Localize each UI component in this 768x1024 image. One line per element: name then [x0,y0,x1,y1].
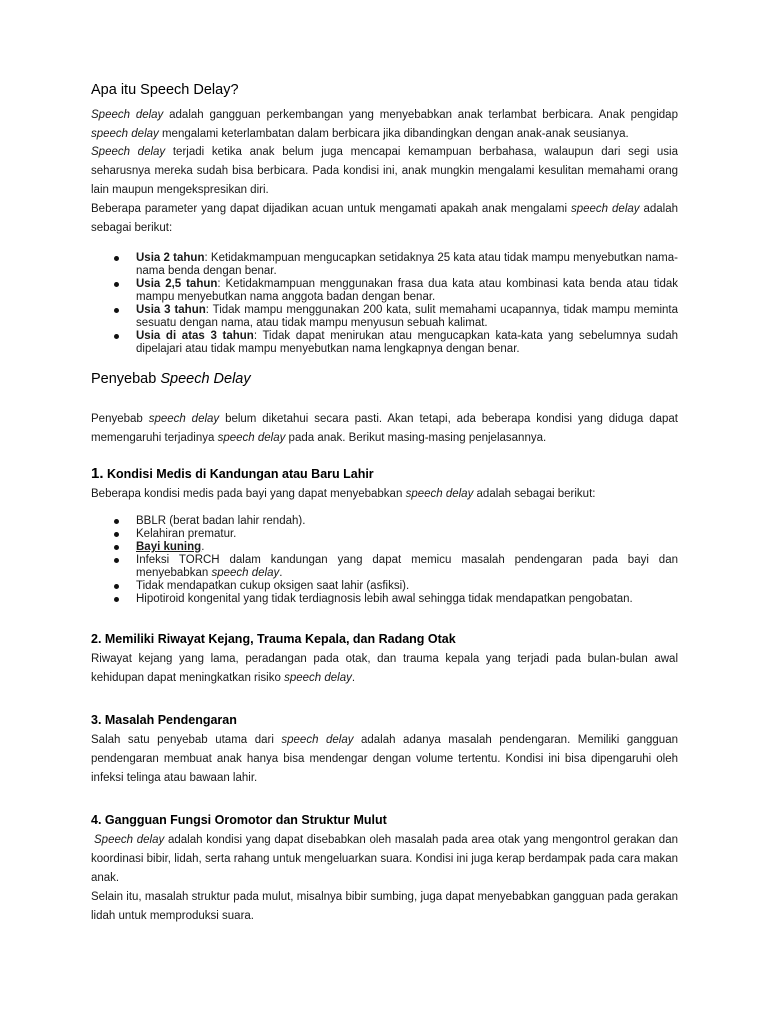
paragraph-masalah-pendengaran [91,731,678,788]
paragraph-occurrence [91,143,678,200]
paragraph-kondisi-medis-intro [91,485,678,504]
document-content [91,80,678,926]
heading-kondisi-medis [91,465,678,483]
list-item [91,330,678,356]
heading-text: Kondisi Medis di Kandungan atau Baru Lahir [103,467,374,481]
heading-masalah-pendengaran: 3. Masalah Pendengaran [91,713,237,727]
list-item-label: Usia 2 tahun [136,252,205,264]
bayi-kuning-link[interactable]: Bayi kuning [136,541,202,553]
paragraph-text: . [351,672,356,684]
list-item-text: : Tidak mampu menggunakan 200 kata, sulit memahami ucapannya, tidak mampu meminta sesuatu dengan nama, atau tidak mampu menyusun sebuah kalimat. [136,304,678,329]
medical-condition-list [91,515,678,606]
heading-gangguan-oromotor: 4. Gangguan Fungsi Oromotor dan Struktur Mulut [91,813,387,827]
list-item [91,554,678,580]
list-item [91,252,678,278]
paragraph-text: adalah kondisi yang dapat disebabkan oleh masalah pada area otak yang mengontrol gerakan dan koordinasi bibir, lidah, serta rahang untuk mengeluarkan suara. Kondisi ini juga kerap berdampak pada cara makan anak. [91,834,678,884]
list-item-text: Hipotiroid kongenital yang tidak terdiagnosis lebih awal sehingga tidak mendapatkan pengobatan. [136,593,633,605]
paragraph-text: adalah gangguan perkembangan yang menyebabkan anak terlambat berbicara. Anak pengidap [163,109,678,121]
paragraph-text: adalah adanya masalah pendengaran. Memiliki gangguan pendengaran membuat anak hanya bisa mendengar dengan volume tertentu. Kondisi ini bisa dipengaruhi oleh infeksi telinga atau bawaan lahir. [91,734,678,784]
heading-apa-itu-speech-delay: Apa itu Speech Delay? [91,82,239,98]
list-item [91,304,678,330]
term-speech-delay: Speech delay [94,834,165,846]
term-speech-delay: speech delay [405,488,474,500]
term-speech-delay: speech delay [148,413,220,425]
list-item-text: Tidak mendapatkan cukup oksigen saat lahir (asfiksi). [136,580,410,592]
paragraph-text: terjadi ketika anak belum juga mencapai kemampuan berbahasa, walaupun dari segi usia seharusnya mereka sudah bisa berbicara. Pada kondisi ini, anak mungkin mengalami kesulitan memahami orang lain maupun mengekspresikan diri. [91,146,678,196]
paragraph-text: pada anak. Berikut masing-masing penjelasannya. [285,432,547,444]
paragraph-text: adalah sebagai berikut: [91,203,678,234]
list-item-label: Usia di atas 3 tahun [136,330,254,342]
paragraph-definition [91,106,678,144]
list-item-text: : Ketidakmampuan mengucapkan setidaknya 25 kata atau tidak mampu menyebutkan nama-nama benda dengan benar. [136,252,678,277]
paragraph-text: adalah sebagai berikut: [473,488,596,500]
paragraph-text: belum diketahui secara pasti. Akan tetapi, ada beberapa kondisi yang diduga dapat memengaruhi terjadinya [91,413,678,444]
age-parameter-list [91,252,678,356]
list-item-text: BBLR (berat badan lahir rendah). [136,515,306,527]
paragraph-text: mengalami keterlambatan dalam berbicara jika dibandingkan dengan anak-anak seusianya. [158,128,629,140]
list-item [91,278,678,304]
list-item-text: Infeksi TORCH dalam kandungan yang dapat memicu masalah pendengaran pada bayi dan menyebabkan [136,554,678,579]
term-speech-delay: speech delay [217,432,286,444]
list-item-text: . [279,567,283,579]
paragraph-oromotor [91,831,678,888]
heading-riwayat-kejang: 2. Memiliki Riwayat Kejang, Trauma Kepala, dan Radang Otak [91,632,456,646]
list-item [91,515,678,528]
list-item [91,528,678,541]
paragraph-riwayat-kejang [91,650,678,688]
term-speech-delay: speech delay [91,128,159,140]
paragraph-text: Riwayat kejang yang lama, peradangan pada otak, dan trauma kepala yang terjadi pada bulan-bulan awal kehidupan dapat meningkatkan risiko [91,653,678,684]
heading-number: 1. [91,465,104,482]
term-speech-delay: Speech delay [91,109,164,121]
heading-text: Penyebab [91,371,161,387]
list-item [91,541,678,554]
heading-penyebab-speech-delay [91,369,678,389]
list-item-label: Usia 3 tahun [136,304,206,316]
term-speech-delay: speech delay [571,203,640,215]
paragraph-parameters [91,200,678,238]
paragraph-text: Penyebab [91,413,149,425]
paragraph-text: Beberapa kondisi medis pada bayi yang dapat menyebabkan [91,488,406,500]
paragraph-text: Salah satu penyebab utama dari [91,734,282,746]
list-item [91,580,678,593]
paragraph-struktur-mulut: Selain itu, masalah struktur pada mulut, misalnya bibir sumbing, juga dapat menyebabkan gangguan pada gerakan lidah untuk memproduksi suara. [91,891,678,922]
list-item [91,593,678,606]
list-item-label: Usia 2,5 tahun [136,278,218,290]
term-speech-delay: speech delay [281,734,354,746]
term-speech-delay: speech delay [211,567,280,579]
term-speech-delay: speech delay [284,672,352,684]
paragraph-text: Beberapa parameter yang dapat dijadikan acuan untuk mengamati apakah anak mengalami [91,203,571,215]
term-speech-delay: Speech delay [91,146,166,158]
list-item-text: . [201,541,205,553]
list-item-text: : Tidak dapat menirukan atau mengucapkan kata-kata yang sebelumnya sudah dipelajari atau tidak mampu menyebutkan nama lengkapnya dengan benar. [136,330,678,355]
heading-term: Speech Delay [160,371,251,387]
list-item-text: : Ketidakmampuan menggunakan frasa dua kata atau kombinasi kata benda atau tidak mampu menyebutkan nama anggota badan dengan benar. [136,278,679,303]
paragraph-penyebab [91,410,678,448]
list-item-text: Kelahiran prematur. [136,528,237,540]
